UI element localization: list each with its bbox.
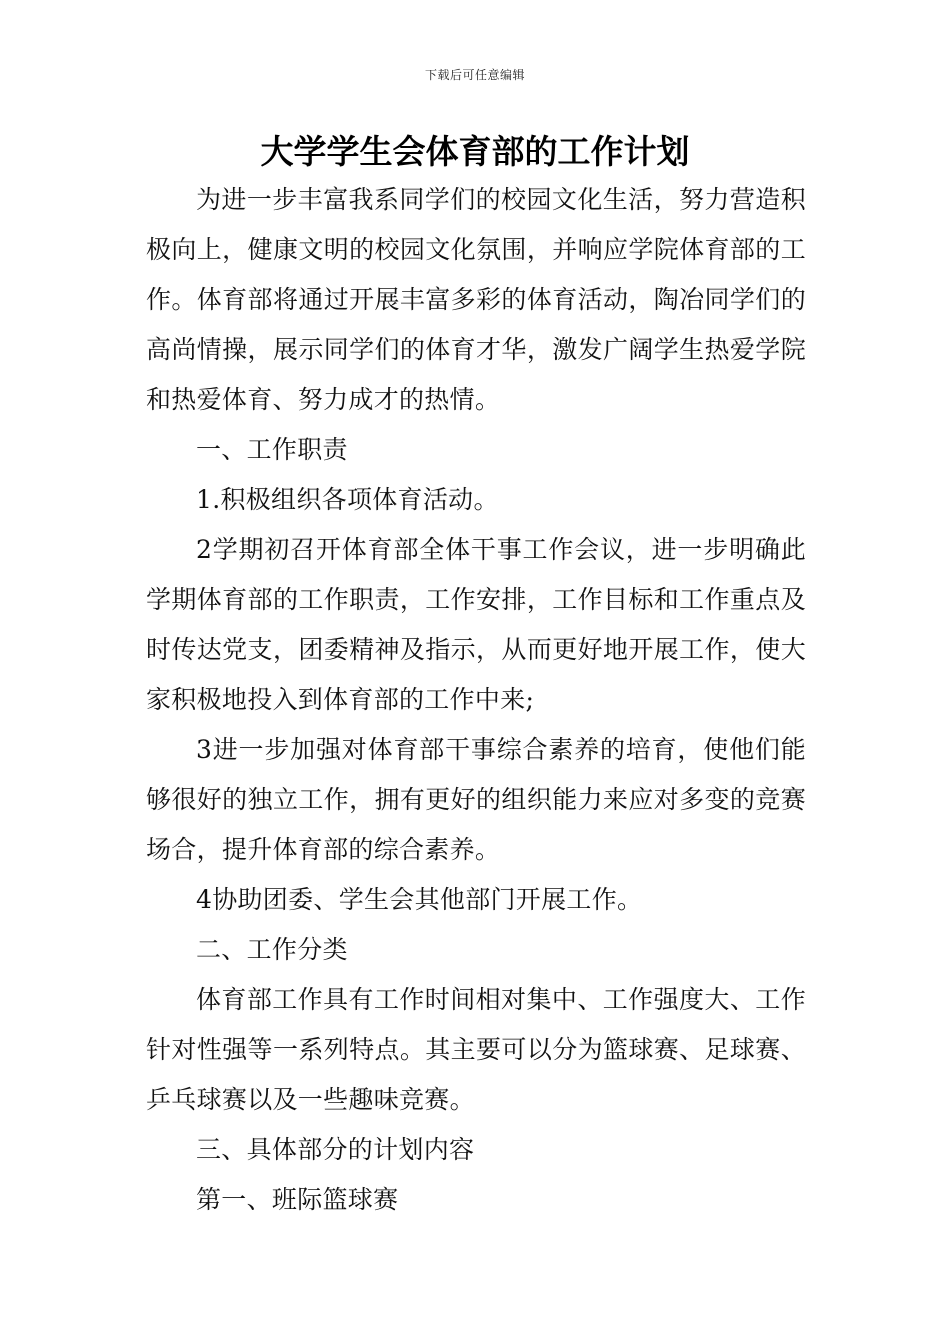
section-heading-duties: 一、工作职责 — [196, 435, 348, 464]
plan-item-1: 第一、班际篮球赛 — [196, 1185, 399, 1214]
duty-item-1: 1.积极组织各项体育活动。 — [196, 485, 499, 514]
document-title: 大学学生会体育部的工作计划 — [260, 132, 690, 171]
section-heading-plan: 三、具体部分的计划内容 — [196, 1135, 475, 1164]
intro-paragraph: 为进一步丰富我系同学们的校园文化生活，努力营造积极向上，健康文明的校园文化氛围，并响应学院体育部的工作。体育部将通过开展丰富多彩的体育活动，陶冶同学们的高尚情操，展示同学们的体育才华，激发广阔学生热爱学院和热爱体育、努力成才的热情。 — [146, 185, 806, 414]
duty-item-4: 4协助团委、学生会其他部门开展工作。 — [196, 885, 643, 914]
header-note: 下载后可任意编辑 — [424, 68, 525, 82]
duty-item-2: 2学期初召开体育部全体干事工作会议，进一步明确此学期体育部的工作职责，工作安排，工作目标和工作重点及时传达党支，团委精神及指示，从而更好地开展工作，使大家积极地投入到体育部的工作中来; — [146, 535, 806, 714]
categories-paragraph: 体育部工作具有工作时间相对集中、工作强度大、工作针对性强等一系列特点。其主要可以分为篮球赛、足球赛、乒乓球赛以及一些趣味竞赛。 — [146, 985, 806, 1114]
document-body — [146, 175, 806, 1225]
section-heading-categories: 二、工作分类 — [196, 935, 348, 964]
duty-item-3: 3进一步加强对体育部干事综合素养的培育，使他们能够很好的独立工作，拥有更好的组织能力来应对多变的竞赛场合，提升体育部的综合素养。 — [146, 735, 806, 864]
